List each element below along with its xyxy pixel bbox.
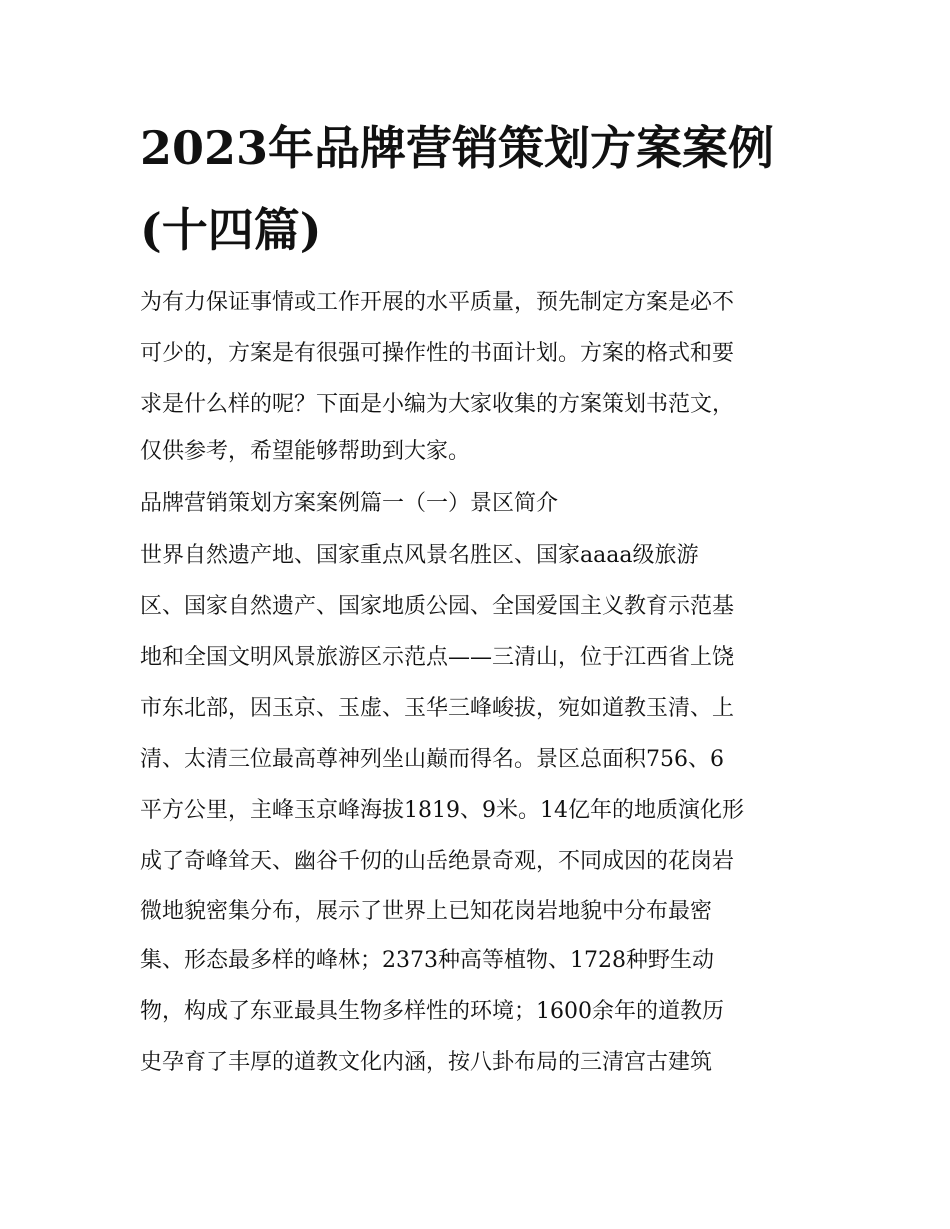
body-line-8: 微地貌密集分布，展示了世界上已知花岗岩地貌中分布最密 (140, 899, 713, 924)
document-title-line-2: (十四篇) (140, 203, 322, 257)
body-line-4: 市东北部，因玉京、玉虚、玉华三峰峻拔，宛如道教玉清、上 (140, 696, 735, 721)
intro-line-3: 求是什么样的呢？下面是小编为大家收集的方案策划书范文， (140, 392, 735, 417)
body-line-5: 清、太清三位最高尊神列坐山巅而得名。景区总面积756、6 (140, 747, 724, 772)
intro-line-1: 为有力保证事情或工作开展的水平质量，预先制定方案是必不 (140, 290, 735, 315)
intro-line-4: 仅供参考，希望能够帮助到大家。 (140, 439, 471, 464)
document-title-line-1: 2023年品牌营销策划方案案例 (140, 121, 775, 175)
body-line-2: 区、国家自然遗产、国家地质公园、全国爱国主义教育示范基 (140, 594, 735, 619)
body-line-1: 世界自然遗产地、国家重点风景名胜区、国家aaaa级旅游 (140, 543, 699, 568)
body-line-9: 集、形态最多样的峰林；2373种高等植物、1728种野生动 (140, 948, 714, 973)
body-line-6: 平方公里，主峰玉京峰海拔1819、9米。14亿年的地质演化形 (140, 798, 744, 823)
section-heading: 品牌营销策划方案案例篇一（一）景区简介 (140, 491, 559, 516)
body-line-7: 成了奇峰耸天、幽谷千仞的山岳绝景奇观，不同成因的花岗岩 (140, 849, 735, 874)
body-line-11: 史孕育了丰厚的道教文化内涵，按八卦布局的三清宫古建筑 (140, 1050, 713, 1075)
body-line-3: 地和全国文明风景旅游区示范点——三清山，位于江西省上饶 (140, 645, 735, 670)
intro-line-2: 可少的，方案是有很强可操作性的书面计划。方案的格式和要 (140, 341, 735, 366)
body-line-10: 物，构成了东亚最具生物多样性的环境；1600余年的道教历 (140, 999, 724, 1024)
